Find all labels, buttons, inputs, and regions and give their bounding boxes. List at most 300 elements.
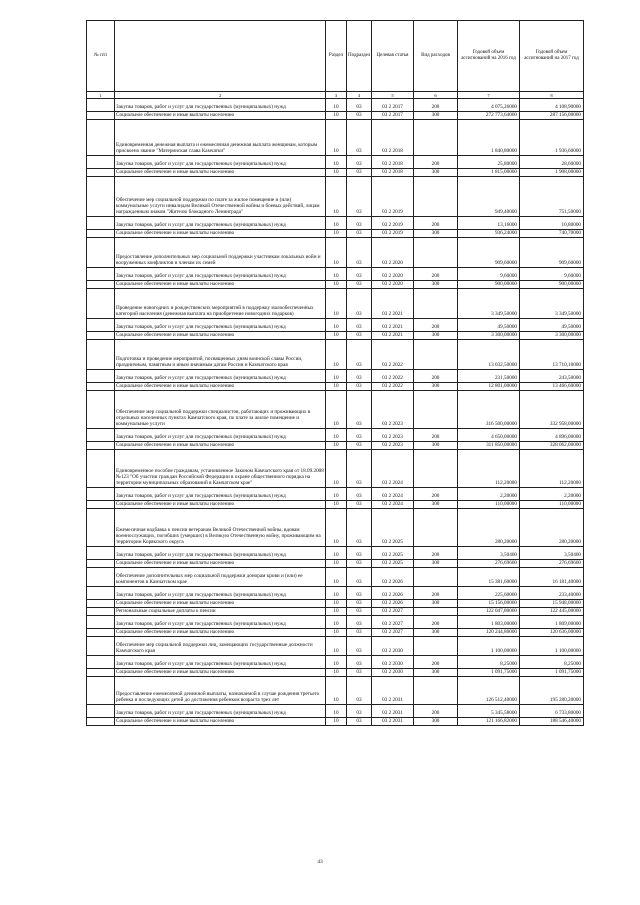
item-name: Единовременная денежная выплата и ежемесячная денежная выплата женщинам, которым присвоено звание "Материнская слава Камчатки" [115,120,326,156]
amount-2017: 233,40000 [520,587,584,600]
table-row [87,587,584,600]
amount-2016: 3,50400 [458,547,520,560]
subsection-code: 03 [347,383,372,391]
section-code: 10 [326,629,347,637]
expense-type-code: 300 [414,669,458,677]
table-row [87,230,584,238]
num-cell [87,169,115,177]
amount-2016: 4 075,26000 [458,99,520,112]
section-code: 10 [326,669,347,677]
section-code: 10 [326,677,347,705]
column-number: 1 [87,92,115,99]
num-cell [87,319,115,332]
target-article-code: 03 2 2031 [372,718,414,726]
column-number: 3 [326,92,347,99]
table-row [87,450,584,488]
item-name: Обеспечение мер социальной поддержки специалистов, работающих и проживающих в отдельных населенных пунктах Камчатского края, по плате за жилое помещение и коммунальные услуги [115,391,326,429]
amount-2017: 1 100,00000 [520,637,584,656]
amount-2016: 49,50000 [458,319,520,332]
num-cell [87,383,115,391]
amount-2016: 1 100,00000 [458,637,520,656]
section-code: 10 [326,616,347,629]
num-cell [87,217,115,230]
item-name: Социальное обеспечение и иные выплаты населению [115,560,326,568]
table-row [87,391,584,429]
expense-type-code [414,177,458,217]
budget-table-sheet [86,20,583,726]
target-article-code: 03 2 2022 [372,340,414,370]
section-code: 10 [326,112,347,120]
table-row [87,217,584,230]
expense-type-code: 300 [414,600,458,608]
table-row [87,112,584,120]
num-cell [87,547,115,560]
section-code: 10 [326,289,347,319]
num-cell [87,637,115,656]
amount-2017: 3,50400 [520,547,584,560]
item-name: Закупка товаров, работ и услуг для государственных (муниципальных) нужд [115,547,326,560]
item-name: Закупка товаров, работ и услуг для государственных (муниципальных) нужд [115,319,326,332]
section-code: 10 [326,120,347,156]
subsection-code: 03 [347,112,372,120]
expense-type-code: 200 [414,156,458,169]
table-row [87,488,584,501]
num-cell [87,568,115,587]
subsection-code: 03 [347,281,372,289]
expense-type-code [414,677,458,705]
num-cell [87,429,115,442]
subsection-code: 03 [347,677,372,705]
amount-2017: 740,70000 [520,230,584,238]
expense-type-code [414,340,458,370]
amount-2016: 1 815,00000 [458,169,520,177]
num-cell [87,488,115,501]
target-article-code: 03 2 2025 [372,509,414,547]
column-number: 5 [372,92,414,99]
column-number-row [87,92,584,99]
header-subsection: Подраздел [347,21,372,92]
section-code: 10 [326,169,347,177]
item-name: Закупка товаров, работ и услуг для государственных (муниципальных) нужд [115,587,326,600]
target-article-code: 03 2 2025 [372,547,414,560]
item-name: Обеспечение мер социальной поддержки лиц, замещающих государственные должности Камчатского края [115,637,326,656]
target-article-code: 03 2 2019 [372,230,414,238]
expense-type-code [414,637,458,656]
section-code: 10 [326,332,347,340]
target-article-code: 03 2 2019 [372,217,414,230]
subsection-code: 03 [347,509,372,547]
expense-type-code: 200 [414,616,458,629]
amount-2016: 9,60000 [458,268,520,281]
table-row [87,629,584,637]
section-code: 10 [326,268,347,281]
expense-type-code: 200 [414,587,458,600]
expense-type-code: 200 [414,217,458,230]
target-article-code: 03 2 2018 [372,169,414,177]
subsection-code: 03 [347,156,372,169]
subsection-code: 03 [347,629,372,637]
num-cell [87,677,115,705]
amount-2017: 1 936,60000 [520,120,584,156]
subsection-code: 03 [347,429,372,442]
table-row [87,289,584,319]
section-code: 10 [326,429,347,442]
table-row [87,429,584,442]
target-article-code: 03 2 2021 [372,332,414,340]
amount-2017: 13 710,10000 [520,340,584,370]
expense-type-code [414,391,458,429]
expense-type-code [414,120,458,156]
num-cell [87,669,115,677]
item-name: Ежемесячная надбавка к пенсии ветеранам Великой Отечественной войны, вдовам военнослужащих, погибших (умерших) в Великую Отечественную войну, проживающим на территории Корякского округа [115,509,326,547]
section-code: 10 [326,177,347,217]
section-code: 10 [326,230,347,238]
subsection-code: 03 [347,656,372,669]
expense-type-code [414,608,458,616]
amount-2017: 1 809,00000 [520,616,584,629]
target-article-code: 03 2 2017 [372,99,414,112]
amount-2016: 276,69600 [458,560,520,568]
target-article-code: 03 2 2025 [372,560,414,568]
amount-2016: 112,20000 [458,450,520,488]
table-row [87,370,584,383]
expense-type-code: 200 [414,547,458,560]
header-name [115,21,326,92]
subsection-code: 03 [347,637,372,656]
amount-2017: 909,60000 [520,238,584,268]
table-row [87,332,584,340]
item-name: Социальное обеспечение и иные выплаты населению [115,669,326,677]
amount-2016: 110,00000 [458,501,520,509]
num-cell [87,501,115,509]
target-article-code: 03 2 2027 [372,616,414,629]
expense-type-code: 200 [414,705,458,718]
column-number: 8 [520,92,584,99]
subsection-code: 03 [347,391,372,429]
item-name: Закупка товаров, работ и услуг для государственных (муниципальных) нужд [115,616,326,629]
column-number: 4 [347,92,372,99]
amount-2016: 3 300,00000 [458,332,520,340]
subsection-code: 03 [347,560,372,568]
expense-type-code: 200 [414,370,458,383]
target-article-code: 03 2 2030 [372,669,414,677]
table-row [87,656,584,669]
target-article-code: 03 2 2022 [372,383,414,391]
amount-2016: 13,16000 [458,217,520,230]
target-article-code: 03 2 2023 [372,429,414,442]
amount-2017: 110,00000 [520,501,584,509]
expense-type-code: 300 [414,112,458,120]
amount-2017: 2,20000 [520,488,584,501]
amount-2016: 316 500,00000 [458,391,520,429]
amount-2017: 900,00000 [520,281,584,289]
table-row [87,281,584,289]
amount-2016: 231,50000 [458,370,520,383]
table-row [87,669,584,677]
target-article-code: 03 2 2026 [372,587,414,600]
num-cell [87,442,115,450]
expense-type-code: 300 [414,501,458,509]
amount-2016: 13 032,50000 [458,340,520,370]
subsection-code: 03 [347,370,372,383]
amount-2017: 287 156,00000 [520,112,584,120]
table-row [87,501,584,509]
expense-type-code: 200 [414,429,458,442]
amount-2016: 280,20000 [458,509,520,547]
num-cell [87,587,115,600]
num-cell [87,120,115,156]
expense-type-code: 300 [414,442,458,450]
section-code: 10 [326,547,347,560]
table-row [87,156,584,169]
num-cell [87,112,115,120]
target-article-code: 03 2 2021 [372,289,414,319]
item-name: Социальное обеспечение и иные выплаты населению [115,281,326,289]
amount-2016: 225,60000 [458,587,520,600]
amount-2017: 195 280,20000 [520,677,584,705]
item-name: Закупка товаров, работ и услуг для государственных (муниципальных) нужд [115,99,326,112]
amount-2017: 243,50000 [520,370,584,383]
item-name: Социальное обеспечение и иные выплаты населению [115,501,326,509]
item-name: Обеспечение мер социальной поддержки по плате за жилое помещение и (или) коммунальные услуги инвалидам Великой Отечественной войны и боевых действий, лицам награжденным знаком "Жителю блокадного Ленинграда" [115,177,326,217]
expense-type-code: 300 [414,718,458,726]
target-article-code: 03 2 2024 [372,488,414,501]
item-name: Закупка товаров, работ и услуг для государственных (муниципальных) нужд [115,217,326,230]
target-article-code: 03 2 2024 [372,501,414,509]
target-article-code: 03 2 2018 [372,156,414,169]
expense-type-code: 200 [414,268,458,281]
subsection-code: 03 [347,319,372,332]
table-row [87,568,584,587]
table-row [87,616,584,629]
header-target-article: Целевая статья [372,21,414,92]
subsection-code: 03 [347,289,372,319]
table-row [87,319,584,332]
target-article-code: 03 2 2021 [372,319,414,332]
amount-2016: 15 381,60000 [458,568,520,587]
table-row [87,268,584,281]
item-name: Закупка товаров, работ и услуг для государственных (муниципальных) нужд [115,656,326,669]
amount-2017: 276,69600 [520,560,584,568]
section-code: 10 [326,509,347,547]
section-code: 10 [326,608,347,616]
subsection-code: 03 [347,501,372,509]
subsection-code: 03 [347,238,372,268]
subsection-code: 03 [347,547,372,560]
expense-type-code [414,238,458,268]
header-year-2017: Годовой объем ассигнований на 2017 год [520,21,584,92]
amount-2016: 4 650,00000 [458,429,520,442]
subsection-code: 03 [347,340,372,370]
table-row [87,560,584,568]
num-cell [87,156,115,169]
section-code: 10 [326,656,347,669]
target-article-code: 03 2 2019 [372,177,414,217]
table-row [87,509,584,547]
subsection-code: 03 [347,705,372,718]
amount-2017: 1 908,00000 [520,169,584,177]
item-name: Социальное обеспечение и иные выплаты населению [115,112,326,120]
amount-2017: 9,60000 [520,268,584,281]
target-article-code: 03 2 2030 [372,637,414,656]
amount-2017: 4 896,00000 [520,429,584,442]
expense-type-code: 200 [414,488,458,501]
item-name: Закупка товаров, работ и услуг для государственных (муниципальных) нужд [115,705,326,718]
item-name: Социальное обеспечение и иные выплаты населению [115,383,326,391]
target-article-code: 03 2 2031 [372,677,414,705]
amount-2016: 1 091,75000 [458,669,520,677]
amount-2016: 121 166,82000 [458,718,520,726]
amount-2016: 949,40000 [458,177,520,217]
table-row [87,177,584,217]
section-code: 10 [326,488,347,501]
amount-2017: 13 466,60000 [520,383,584,391]
table-row [87,718,584,726]
amount-2017: 751,50000 [520,177,584,217]
subsection-code: 03 [347,600,372,608]
num-cell [87,281,115,289]
amount-2017: 332 958,00000 [520,391,584,429]
amount-2017: 16 181,40000 [520,568,584,587]
subsection-code: 03 [347,268,372,281]
item-name: Предоставление дополнительных мер социальной поддержки участникам локальных войн и вооруженных конфликтов и членам их семей [115,238,326,268]
section-code: 10 [326,340,347,370]
amount-2016: 122 047,80000 [458,608,520,616]
target-article-code: 03 2 2017 [372,112,414,120]
subsection-code: 03 [347,120,372,156]
item-name: Закупка товаров, работ и услуг для государственных (муниципальных) нужд [115,488,326,501]
subsection-code: 03 [347,332,372,340]
table-row [87,637,584,656]
amount-2017: 280,20000 [520,509,584,547]
target-article-code: 03 2 2026 [372,600,414,608]
target-article-code: 03 2 2023 [372,442,414,450]
item-name: Социальное обеспечение и иные выплаты населению [115,718,326,726]
amount-2017: 10,80000 [520,217,584,230]
amount-2016: 25,80000 [458,156,520,169]
subsection-code: 03 [347,450,372,488]
num-cell [87,600,115,608]
item-name: Социальное обеспечение и иные выплаты населению [115,442,326,450]
subsection-code: 03 [347,718,372,726]
header-num: № п/п [87,21,115,92]
table-row [87,547,584,560]
num-cell [87,289,115,319]
section-code: 10 [326,370,347,383]
num-cell [87,616,115,629]
section-code: 10 [326,281,347,289]
item-name: Предоставление ежемесячной денежной выплаты, назначаемой в случае рождения третьего ребенка и последующих детей до достижения ребенком возраста трех лет [115,677,326,705]
section-code: 10 [326,383,347,391]
item-name: Проведение новогодних и рождественских мероприятий в поддержку малообеспеченных категорий населения (денежная выплата на приобретение новогодних подарков) [115,289,326,319]
amount-2017: 1 091,75000 [520,669,584,677]
amount-2017: 8,25000 [520,656,584,669]
subsection-code: 03 [347,608,372,616]
item-name: Единовременное пособие гражданам, установленное Законом Камчатского края от 18.09.2008 №123 "Об участии граждан Российской Федерации в охране общественного порядка на территории муниципальных образований в Камчатском крае" [115,450,326,488]
amount-2017: 49,50000 [520,319,584,332]
expense-type-code: 300 [414,629,458,637]
amount-2017: 28,60000 [520,156,584,169]
subsection-code: 03 [347,177,372,217]
amount-2016: 936,24000 [458,230,520,238]
num-cell [87,450,115,488]
section-code: 10 [326,442,347,450]
target-article-code: 03 2 2020 [372,268,414,281]
amount-2016: 2,20000 [458,488,520,501]
section-code: 10 [326,587,347,600]
amount-2016: 126 512,40000 [458,677,520,705]
subsection-code: 03 [347,669,372,677]
item-name: Социальное обеспечение и иные выплаты населению [115,230,326,238]
subsection-code: 03 [347,99,372,112]
num-cell [87,230,115,238]
subsection-code: 03 [347,230,372,238]
expense-type-code: 200 [414,319,458,332]
amount-2017: 15 948,00000 [520,600,584,608]
amount-2017: 3 349,50000 [520,289,584,319]
expense-type-code [414,509,458,547]
amount-2017: 112,20000 [520,450,584,488]
column-number: 7 [458,92,520,99]
amount-2016: 15 156,00000 [458,600,520,608]
section-code: 10 [326,568,347,587]
table-row [87,383,584,391]
expense-type-code: 300 [414,169,458,177]
num-cell [87,332,115,340]
expense-type-code [414,568,458,587]
expense-type-code: 300 [414,281,458,289]
amount-2016: 12 801,00000 [458,383,520,391]
num-cell [87,238,115,268]
section-code: 10 [326,99,347,112]
num-cell [87,608,115,616]
num-cell [87,718,115,726]
table-row [87,608,584,616]
amount-2016: 909,60000 [458,238,520,268]
expense-type-code: 300 [414,230,458,238]
amount-2016: 900,00000 [458,281,520,289]
section-code: 10 [326,217,347,230]
amount-2017: 3 300,00000 [520,332,584,340]
target-article-code: 03 2 2027 [372,629,414,637]
num-cell [87,629,115,637]
subsection-code: 03 [347,568,372,587]
section-code: 10 [326,637,347,656]
num-cell [87,340,115,370]
amount-2017: 188 546,40000 [520,718,584,726]
column-number: 6 [414,92,458,99]
table-row [87,705,584,718]
num-cell [87,509,115,547]
item-name: Социальное обеспечение и иные выплаты населению [115,629,326,637]
section-code: 10 [326,718,347,726]
amount-2016: 311 850,00000 [458,442,520,450]
num-cell [87,560,115,568]
item-name: Закупка товаров, работ и услуг для государственных (муниципальных) нужд [115,268,326,281]
subsection-code: 03 [347,616,372,629]
item-name: Обеспечение дополнительных мер социальной поддержки донорам крови и (или) ее компонентов в Камчатском крае [115,568,326,587]
section-code: 10 [326,600,347,608]
amount-2016: 8,25000 [458,656,520,669]
table-row [87,442,584,450]
subsection-code: 03 [347,587,372,600]
amount-2017: 120 636,00000 [520,629,584,637]
num-cell [87,391,115,429]
amount-2016: 3 349,50000 [458,289,520,319]
amount-2016: 120 244,80000 [458,629,520,637]
section-code: 10 [326,319,347,332]
amount-2017: 328 062,00000 [520,442,584,450]
